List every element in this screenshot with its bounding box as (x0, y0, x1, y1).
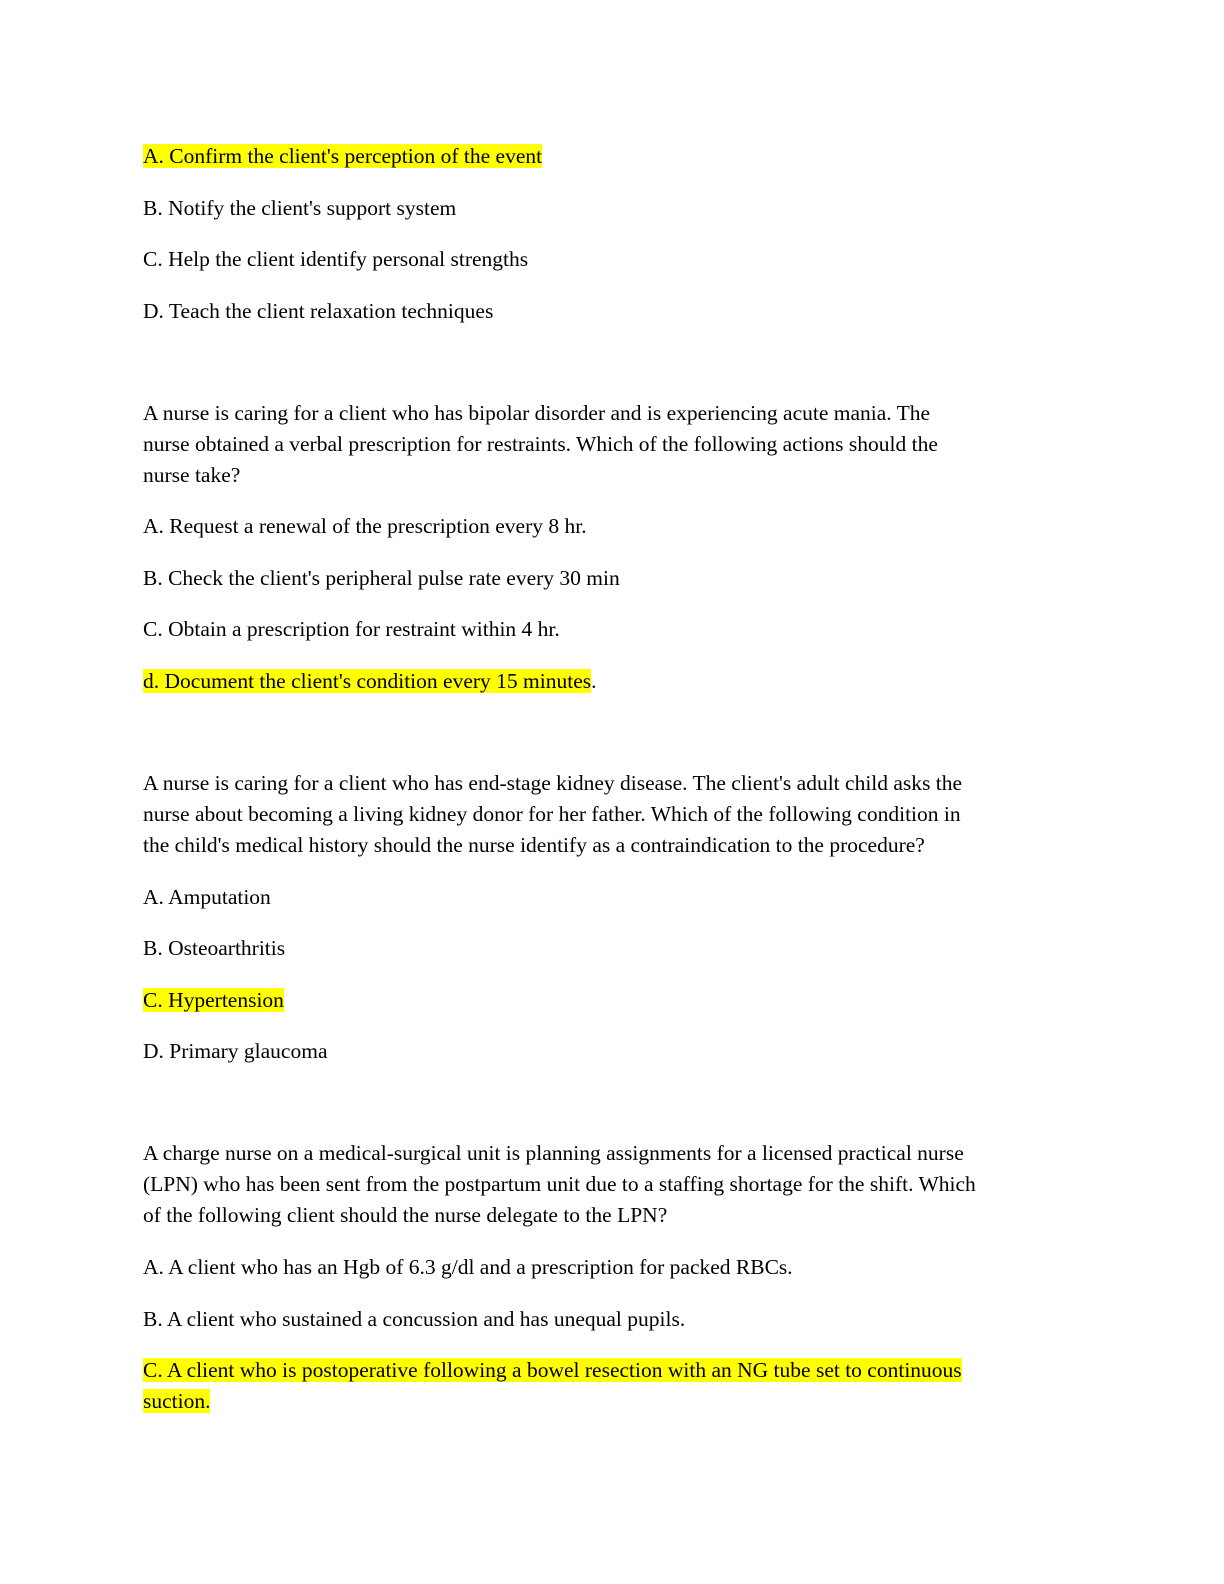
question-text-line: A nurse is caring for a client who has end-stage kidney disease. The client's adult child asks the (143, 771, 963, 795)
option-d-answer: d. Document the client's condition every 15 minutes. (143, 669, 597, 693)
option-a-answer: A. Confirm the client's perception of the event (143, 144, 543, 168)
option-b: B. Osteoarthritis (143, 936, 286, 960)
option-b: B. Check the client's peripheral pulse rate every 30 min (143, 566, 620, 590)
question-text-line: nurse obtained a verbal prescription for restraints. Which of the following actions should the (143, 432, 938, 456)
question-text-line: nurse take? (143, 463, 241, 487)
question-text-line: the child's medical history should the nurse identify as a contraindication to the procedure? (143, 833, 925, 857)
option-c-answer: C. Hypertension (143, 988, 284, 1012)
question-text-line: nurse about becoming a living kidney donor for her father. Which of the following condition in (143, 802, 961, 826)
option-a: A. Request a renewal of the prescription every 8 hr. (143, 514, 587, 538)
option-d: D. Primary glaucoma (143, 1039, 328, 1063)
option-d: D. Teach the client relaxation techniques (143, 299, 494, 323)
option-b: B. A client who sustained a concussion and has unequal pupils. (143, 1307, 686, 1331)
option-c-answer: C. A client who is postoperative following a bowel resection with an NG tube set to continuous (143, 1358, 962, 1382)
option-b: B. Notify the client's support system (143, 196, 457, 220)
question-text-line: of the following client should the nurse delegate to the LPN? (143, 1203, 668, 1227)
option-c-answer-continued: suction. (143, 1389, 211, 1413)
option-c: C. Help the client identify personal strengths (143, 247, 529, 271)
question-text-line: A nurse is caring for a client who has bipolar disorder and is experiencing acute mania. The (143, 401, 931, 425)
option-a: A. A client who has an Hgb of 6.3 g/dl and a prescription for packed RBCs. (143, 1255, 793, 1279)
option-a: A. Amputation (143, 885, 271, 909)
question-text-line: (LPN) who has been sent from the postpartum unit due to a staffing shortage for the shift. Which (143, 1172, 976, 1196)
option-c: C. Obtain a prescription for restraint within 4 hr. (143, 617, 560, 641)
question-text-line: A charge nurse on a medical-surgical unit is planning assignments for a licensed practical nurse (143, 1141, 964, 1165)
